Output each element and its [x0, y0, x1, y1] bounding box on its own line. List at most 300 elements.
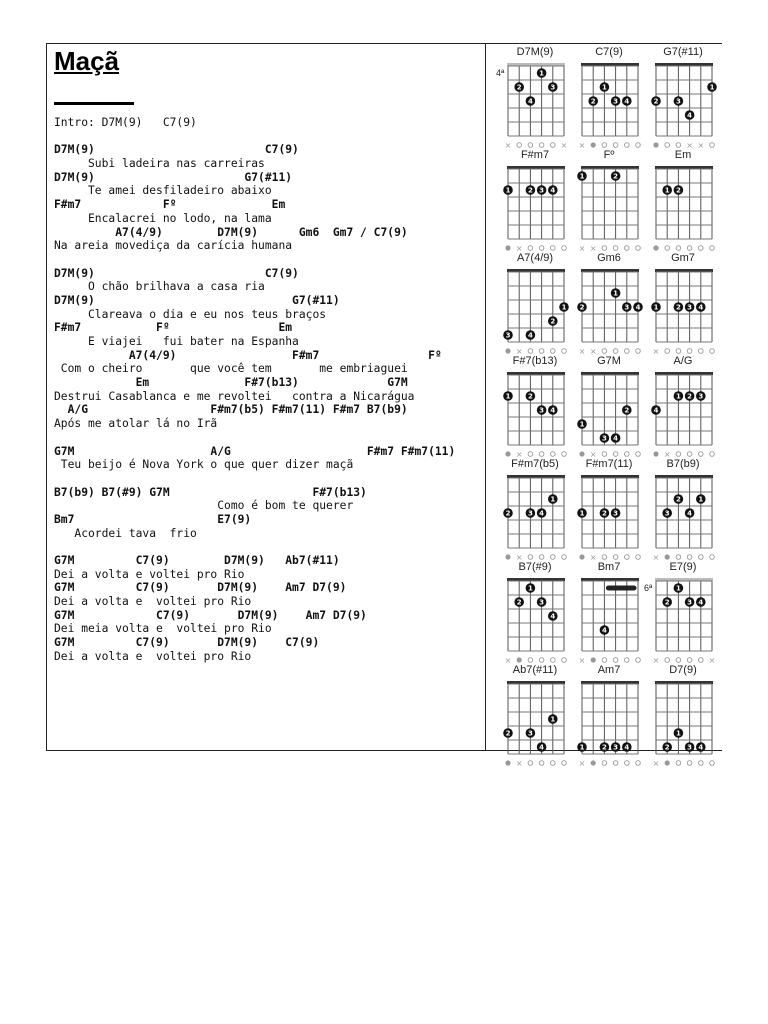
chord-name: B7(b9) — [666, 458, 700, 470]
lyric-line: Dei a volta e voltei pro Rio — [54, 567, 245, 581]
string-open-mark — [562, 349, 567, 354]
string-muted-mark: × — [697, 141, 705, 150]
chord-line: Em F#7(b13) G7M — [54, 376, 408, 390]
string-open-mark — [625, 761, 630, 766]
song-title: Maçã — [54, 46, 120, 76]
finger-number: 4 — [601, 626, 607, 635]
finger-number: 4 — [653, 406, 659, 415]
finger-number: 3 — [687, 743, 693, 752]
string-open-mark — [699, 761, 704, 766]
string-open-mark — [528, 349, 533, 354]
chord-diagram — [644, 252, 722, 356]
string-open-mark — [699, 246, 704, 251]
string-open-mark — [539, 143, 544, 148]
finger-number: 1 — [539, 69, 545, 78]
fretboard-grid — [644, 355, 722, 459]
string-open-mark — [613, 452, 618, 457]
lyric-line — [54, 130, 455, 144]
finger-number: 4 — [698, 743, 704, 752]
finger-number: 2 — [516, 598, 522, 607]
finger-number: 3 — [613, 509, 619, 518]
chord-name: Em — [674, 149, 692, 161]
string-muted-mark: × — [652, 553, 660, 562]
string-open-mark — [699, 555, 704, 560]
string-open-mark — [687, 555, 692, 560]
lyric-line: Dei a volta e voltei pro Rio — [54, 649, 252, 663]
finger-number: 1 — [505, 186, 511, 195]
finger-number: 2 — [590, 97, 596, 106]
fret-position-label: 6ª — [644, 583, 653, 593]
string-open-mark — [602, 349, 607, 354]
string-open-mark — [636, 349, 641, 354]
chord-diagram — [496, 458, 574, 562]
chord-line: A7(4/9) D7M(9) Gm6 Gm7 / C7(9) — [54, 225, 408, 239]
fretboard-grid — [496, 458, 574, 562]
string-open-mark — [613, 246, 618, 251]
chord-diagram — [496, 664, 574, 768]
string-open-mark — [625, 246, 630, 251]
string-open-mark — [687, 761, 692, 766]
chord-line: G7M C7(9) D7M(9) Am7 D7(9) — [54, 581, 347, 595]
string-muted-mark: × — [589, 347, 597, 356]
finger-number: 4 — [698, 303, 704, 312]
string-open-mark — [676, 555, 681, 560]
finger-number: 3 — [675, 97, 681, 106]
chord-name: Bm7 — [597, 561, 621, 573]
string-open-mark — [625, 452, 630, 457]
chord-diagram — [644, 561, 722, 665]
chord-name: Ab7(#11) — [512, 664, 558, 676]
string-open-mark — [636, 555, 641, 560]
string-open-mark — [665, 143, 670, 148]
finger-number: 4 — [624, 743, 630, 752]
fretboard-grid — [496, 46, 574, 150]
lyric-line: Dei meia volta e voltei pro Rio — [54, 622, 272, 636]
finger-number: 1 — [505, 392, 511, 401]
fretboard-grid — [644, 46, 722, 150]
finger-number: 1 — [550, 715, 556, 724]
lyric-line: Após me atolar lá no Irã — [54, 417, 218, 431]
string-open-mark — [676, 761, 681, 766]
string-open-mark — [528, 761, 533, 766]
chord-line: D7M(9) G7(#11) — [54, 170, 293, 184]
finger-number: 4 — [527, 97, 533, 106]
lyric-line: Subi ladeira nas carreiras — [54, 157, 265, 171]
chord-name: G7(#11) — [663, 46, 703, 58]
finger-number: 1 — [579, 420, 585, 429]
string-open-mark — [636, 658, 641, 663]
string-muted-mark: × — [515, 450, 523, 459]
chord-diagram — [570, 252, 648, 356]
chord-name: B7(#9) — [518, 561, 552, 573]
string-root-mark — [579, 554, 584, 559]
string-open-mark — [613, 143, 618, 148]
finger-number: 1 — [675, 584, 681, 593]
string-root-mark — [591, 142, 596, 147]
finger-number: 2 — [664, 598, 670, 607]
string-root-mark — [579, 451, 584, 456]
string-open-mark — [602, 658, 607, 663]
string-open-mark — [551, 452, 556, 457]
finger-number: 4 — [527, 331, 533, 340]
string-open-mark — [625, 555, 630, 560]
chord-diagram — [644, 355, 722, 459]
string-muted-mark: × — [663, 450, 671, 459]
finger-number: 1 — [579, 172, 585, 181]
finger-number: 3 — [698, 392, 704, 401]
string-open-mark — [710, 246, 715, 251]
finger-number: 3 — [613, 97, 619, 106]
finger-number: 4 — [613, 434, 619, 443]
chord-diagram — [644, 149, 722, 253]
chord-lyrics-body — [54, 116, 455, 664]
string-muted-mark: × — [578, 759, 586, 768]
finger-number: 1 — [561, 303, 567, 312]
string-muted-mark: × — [578, 656, 586, 665]
chord-name: E7(9) — [669, 561, 697, 573]
string-open-mark — [539, 658, 544, 663]
string-muted-mark: × — [589, 450, 597, 459]
chord-line: G7M C7(9) D7M(9) C7(9) — [54, 636, 320, 650]
chord-name: F#m7(b5) — [511, 458, 559, 470]
string-muted-mark: × — [652, 347, 660, 356]
chord-name: G7M — [597, 355, 621, 367]
finger-number: 3 — [687, 598, 693, 607]
string-open-mark — [710, 452, 715, 457]
lyric-line: Intro: D7M(9) C7(9) — [54, 116, 197, 129]
chord-name: C7(9) — [595, 46, 623, 58]
string-open-mark — [699, 452, 704, 457]
finger-number: 3 — [550, 83, 556, 92]
lyric-line: Clareava o dia e eu nos teus braços — [54, 307, 327, 321]
finger-number: 3 — [601, 434, 607, 443]
string-open-mark — [687, 246, 692, 251]
finger-number: 1 — [613, 289, 619, 298]
finger-number: 1 — [709, 83, 715, 92]
lyric-line: Destrui Casablanca e me revoltei contra a Nicarágua — [54, 389, 415, 403]
chord-line: G7M C7(9) D7M(9) Am7 D7(9) — [54, 608, 367, 622]
lyric-line: Teu beijo é Nova York o que quer dizer maçã — [54, 458, 354, 472]
lyric-line: O chão brilhava a casa ria — [54, 280, 265, 294]
string-root-mark — [591, 657, 596, 662]
fretboard-grid — [644, 664, 722, 768]
finger-number: 3 — [505, 331, 511, 340]
chord-line: B7(b9) B7(#9) G7M F#7(b13) — [54, 485, 367, 499]
finger-number: 2 — [613, 172, 619, 181]
finger-number: 4 — [550, 406, 556, 415]
title-underline — [54, 102, 134, 105]
string-open-mark — [613, 658, 618, 663]
finger-number: 1 — [675, 729, 681, 738]
string-open-mark — [636, 246, 641, 251]
chord-line: Bm7 E7(9) — [54, 512, 252, 526]
fretboard-grid — [570, 458, 648, 562]
chord-line: A7(4/9) F#m7 Fº — [54, 348, 442, 362]
finger-number: 4 — [624, 97, 630, 106]
finger-number: 4 — [687, 509, 693, 518]
string-open-mark — [687, 349, 692, 354]
lyric-line: E viajei fui bater na Espanha — [54, 335, 299, 348]
chord-line: G7M A/G F#m7 F#m7(11) — [54, 444, 456, 458]
finger-number: 2 — [624, 406, 630, 415]
string-open-mark — [699, 349, 704, 354]
string-open-mark — [710, 555, 715, 560]
string-root-mark — [665, 760, 670, 765]
chord-diagram — [644, 46, 722, 150]
string-muted-mark: × — [515, 347, 523, 356]
finger-number: 2 — [675, 186, 681, 195]
string-open-mark — [528, 555, 533, 560]
string-open-mark — [551, 761, 556, 766]
fretboard-grid — [496, 355, 574, 459]
string-open-mark — [539, 761, 544, 766]
string-open-mark — [539, 246, 544, 251]
chord-line: D7M(9) G7(#11) — [54, 293, 340, 307]
chord-line: G7M C7(9) D7M(9) Ab7(#11) — [54, 554, 340, 567]
string-open-mark — [602, 143, 607, 148]
fret-position-label: 4ª — [496, 68, 505, 78]
chord-diagram — [570, 561, 648, 665]
string-open-mark — [602, 452, 607, 457]
chord-name: Gm6 — [597, 252, 621, 264]
lyric-line — [54, 253, 455, 267]
finger-number: 1 — [527, 584, 533, 593]
string-open-mark — [665, 246, 670, 251]
fretboard-grid — [570, 252, 648, 356]
string-open-mark — [602, 246, 607, 251]
string-root-mark — [665, 554, 670, 559]
string-open-mark — [551, 555, 556, 560]
finger-number: 2 — [601, 743, 607, 752]
string-root-mark — [505, 451, 510, 456]
string-open-mark — [676, 658, 681, 663]
chord-name: A/G — [673, 355, 693, 367]
finger-number: 1 — [579, 509, 585, 518]
string-open-mark — [625, 658, 630, 663]
string-open-mark — [613, 761, 618, 766]
chord-diagram — [496, 46, 574, 150]
finger-number: 1 — [675, 392, 681, 401]
string-open-mark — [602, 555, 607, 560]
chord-diagram — [496, 252, 574, 356]
string-open-mark — [562, 555, 567, 560]
finger-number: 2 — [505, 729, 511, 738]
string-open-mark — [636, 452, 641, 457]
string-open-mark — [636, 761, 641, 766]
lyric-line: Dei a volta e voltei pro Rio — [54, 595, 252, 609]
fretboard-grid — [496, 664, 574, 768]
finger-number: 1 — [698, 495, 704, 504]
string-muted-mark: × — [589, 553, 597, 562]
finger-number: 3 — [539, 598, 545, 607]
string-muted-mark: × — [515, 759, 523, 768]
finger-number: 1 — [664, 186, 670, 195]
fretboard-grid — [570, 561, 648, 665]
string-root-mark — [505, 245, 510, 250]
chord-diagram — [570, 149, 648, 253]
fretboard-grid — [644, 561, 722, 665]
string-open-mark — [517, 143, 522, 148]
fretboard-grid — [644, 252, 722, 356]
string-muted-mark: × — [578, 244, 586, 253]
finger-number: 4 — [698, 598, 704, 607]
chord-diagram-panel — [486, 44, 722, 768]
string-open-mark — [528, 143, 533, 148]
string-open-mark — [699, 658, 704, 663]
string-open-mark — [562, 246, 567, 251]
string-open-mark — [551, 143, 556, 148]
string-muted-mark: × — [578, 347, 586, 356]
string-open-mark — [665, 349, 670, 354]
chord-diagram — [644, 664, 722, 768]
chord-name: D7(9) — [669, 664, 697, 676]
string-open-mark — [551, 246, 556, 251]
chord-name: F#m7(11) — [585, 458, 633, 470]
lyric-line: Acordei tava frio — [54, 526, 197, 540]
chord-diagram — [496, 149, 574, 253]
string-open-mark — [613, 349, 618, 354]
fretboard-grid — [644, 149, 722, 253]
fretboard-grid — [496, 252, 574, 356]
chord-name: F#7(b13) — [512, 355, 558, 367]
string-open-mark — [539, 349, 544, 354]
finger-number: 2 — [527, 392, 533, 401]
finger-number: 2 — [550, 317, 556, 326]
finger-number: 4 — [550, 186, 556, 195]
string-open-mark — [528, 246, 533, 251]
chord-diagram — [570, 664, 648, 768]
finger-number: 1 — [579, 743, 585, 752]
fretboard-grid — [496, 561, 574, 665]
string-muted-mark: × — [686, 141, 693, 150]
finger-number: 3 — [527, 729, 533, 738]
finger-number: 2 — [527, 186, 533, 195]
string-muted-mark: × — [652, 656, 660, 665]
song-sheet — [46, 43, 722, 768]
string-muted-mark: × — [504, 656, 512, 665]
finger-number: 2 — [675, 303, 681, 312]
chord-line: D7M(9) C7(9) — [54, 143, 299, 157]
chord-name: F#m7 — [520, 149, 550, 161]
finger-number: 1 — [601, 83, 607, 92]
string-open-mark — [687, 452, 692, 457]
finger-number: 3 — [527, 509, 533, 518]
string-muted-mark: × — [504, 141, 512, 150]
chord-diagram — [644, 458, 722, 562]
lyric-line: Como é bom te querer — [54, 499, 354, 513]
chord-line: D7M(9) C7(9) — [54, 266, 299, 280]
string-open-mark — [562, 658, 567, 663]
lyric-line: Te amei desfiladeiro abaixo — [54, 184, 272, 198]
finger-number: 3 — [624, 303, 630, 312]
fretboard-grid — [570, 46, 648, 150]
finger-number: 2 — [664, 743, 670, 752]
lyric-line: Na areia movediça da carícia humana — [54, 239, 293, 253]
string-open-mark — [528, 452, 533, 457]
finger-number: 2 — [653, 97, 659, 106]
finger-number: 2 — [516, 83, 522, 92]
fretboard-grid — [496, 149, 574, 253]
chord-diagram — [570, 458, 648, 562]
string-open-mark — [710, 143, 715, 148]
chord-diagram — [496, 355, 574, 459]
string-open-mark — [636, 143, 641, 148]
string-muted-mark: × — [515, 244, 523, 253]
chord-name: Gm7 — [671, 252, 695, 264]
string-root-mark — [653, 142, 658, 147]
string-open-mark — [676, 246, 681, 251]
string-root-mark — [505, 760, 510, 765]
string-open-mark — [551, 658, 556, 663]
string-open-mark — [539, 452, 544, 457]
string-muted-mark: × — [708, 656, 716, 665]
finger-number: 1 — [653, 303, 659, 312]
fretboard-grid — [644, 458, 722, 562]
string-open-mark — [613, 555, 618, 560]
string-open-mark — [665, 658, 670, 663]
string-muted-mark: × — [578, 141, 586, 150]
finger-number: 2 — [687, 392, 693, 401]
finger-number: 4 — [539, 743, 545, 752]
chord-diagram — [570, 46, 648, 150]
string-open-mark — [528, 658, 533, 663]
finger-number: 4 — [635, 303, 641, 312]
string-root-mark — [505, 554, 510, 559]
finger-number: 3 — [539, 186, 545, 195]
string-root-mark — [653, 245, 658, 250]
string-open-mark — [676, 143, 681, 148]
string-open-mark — [676, 349, 681, 354]
chord-line: F#m7 Fº Em — [54, 321, 293, 335]
lyric-line — [54, 431, 455, 445]
chord-name: Fº — [603, 149, 615, 161]
finger-number: 3 — [664, 509, 670, 518]
chord-diagram — [496, 561, 574, 665]
finger-number: 2 — [505, 509, 511, 518]
string-muted-mark: × — [560, 141, 568, 150]
string-root-mark — [505, 348, 510, 353]
finger-number: 4 — [550, 612, 556, 621]
fretboard-grid — [570, 355, 648, 459]
lyric-line — [54, 472, 455, 486]
finger-number: 3 — [539, 406, 545, 415]
string-muted-mark: × — [652, 759, 660, 768]
string-open-mark — [625, 349, 630, 354]
finger-number: 4 — [539, 509, 545, 518]
string-open-mark — [602, 761, 607, 766]
chord-name: Am7 — [597, 664, 621, 676]
lyric-line: Encalacrei no lodo, na lama — [54, 211, 272, 225]
string-open-mark — [710, 761, 715, 766]
finger-number: 2 — [579, 303, 585, 312]
string-root-mark — [517, 657, 522, 662]
lyrics-panel — [47, 44, 486, 750]
fretboard-grid — [570, 664, 648, 768]
finger-number: 4 — [687, 111, 693, 120]
chord-name: A7(4/9) — [516, 252, 554, 264]
string-open-mark — [539, 555, 544, 560]
string-muted-mark: × — [589, 244, 597, 253]
string-open-mark — [687, 658, 692, 663]
chord-line: F#m7 Fº Em — [54, 198, 286, 212]
string-muted-mark: × — [515, 553, 523, 562]
finger-number: 3 — [613, 743, 619, 752]
string-open-mark — [710, 349, 715, 354]
string-root-mark — [591, 760, 596, 765]
finger-number: 3 — [687, 303, 693, 312]
chord-line: A/G F#m7(b5) F#m7(11) F#m7 B7(b9) — [54, 403, 408, 417]
string-open-mark — [625, 143, 630, 148]
